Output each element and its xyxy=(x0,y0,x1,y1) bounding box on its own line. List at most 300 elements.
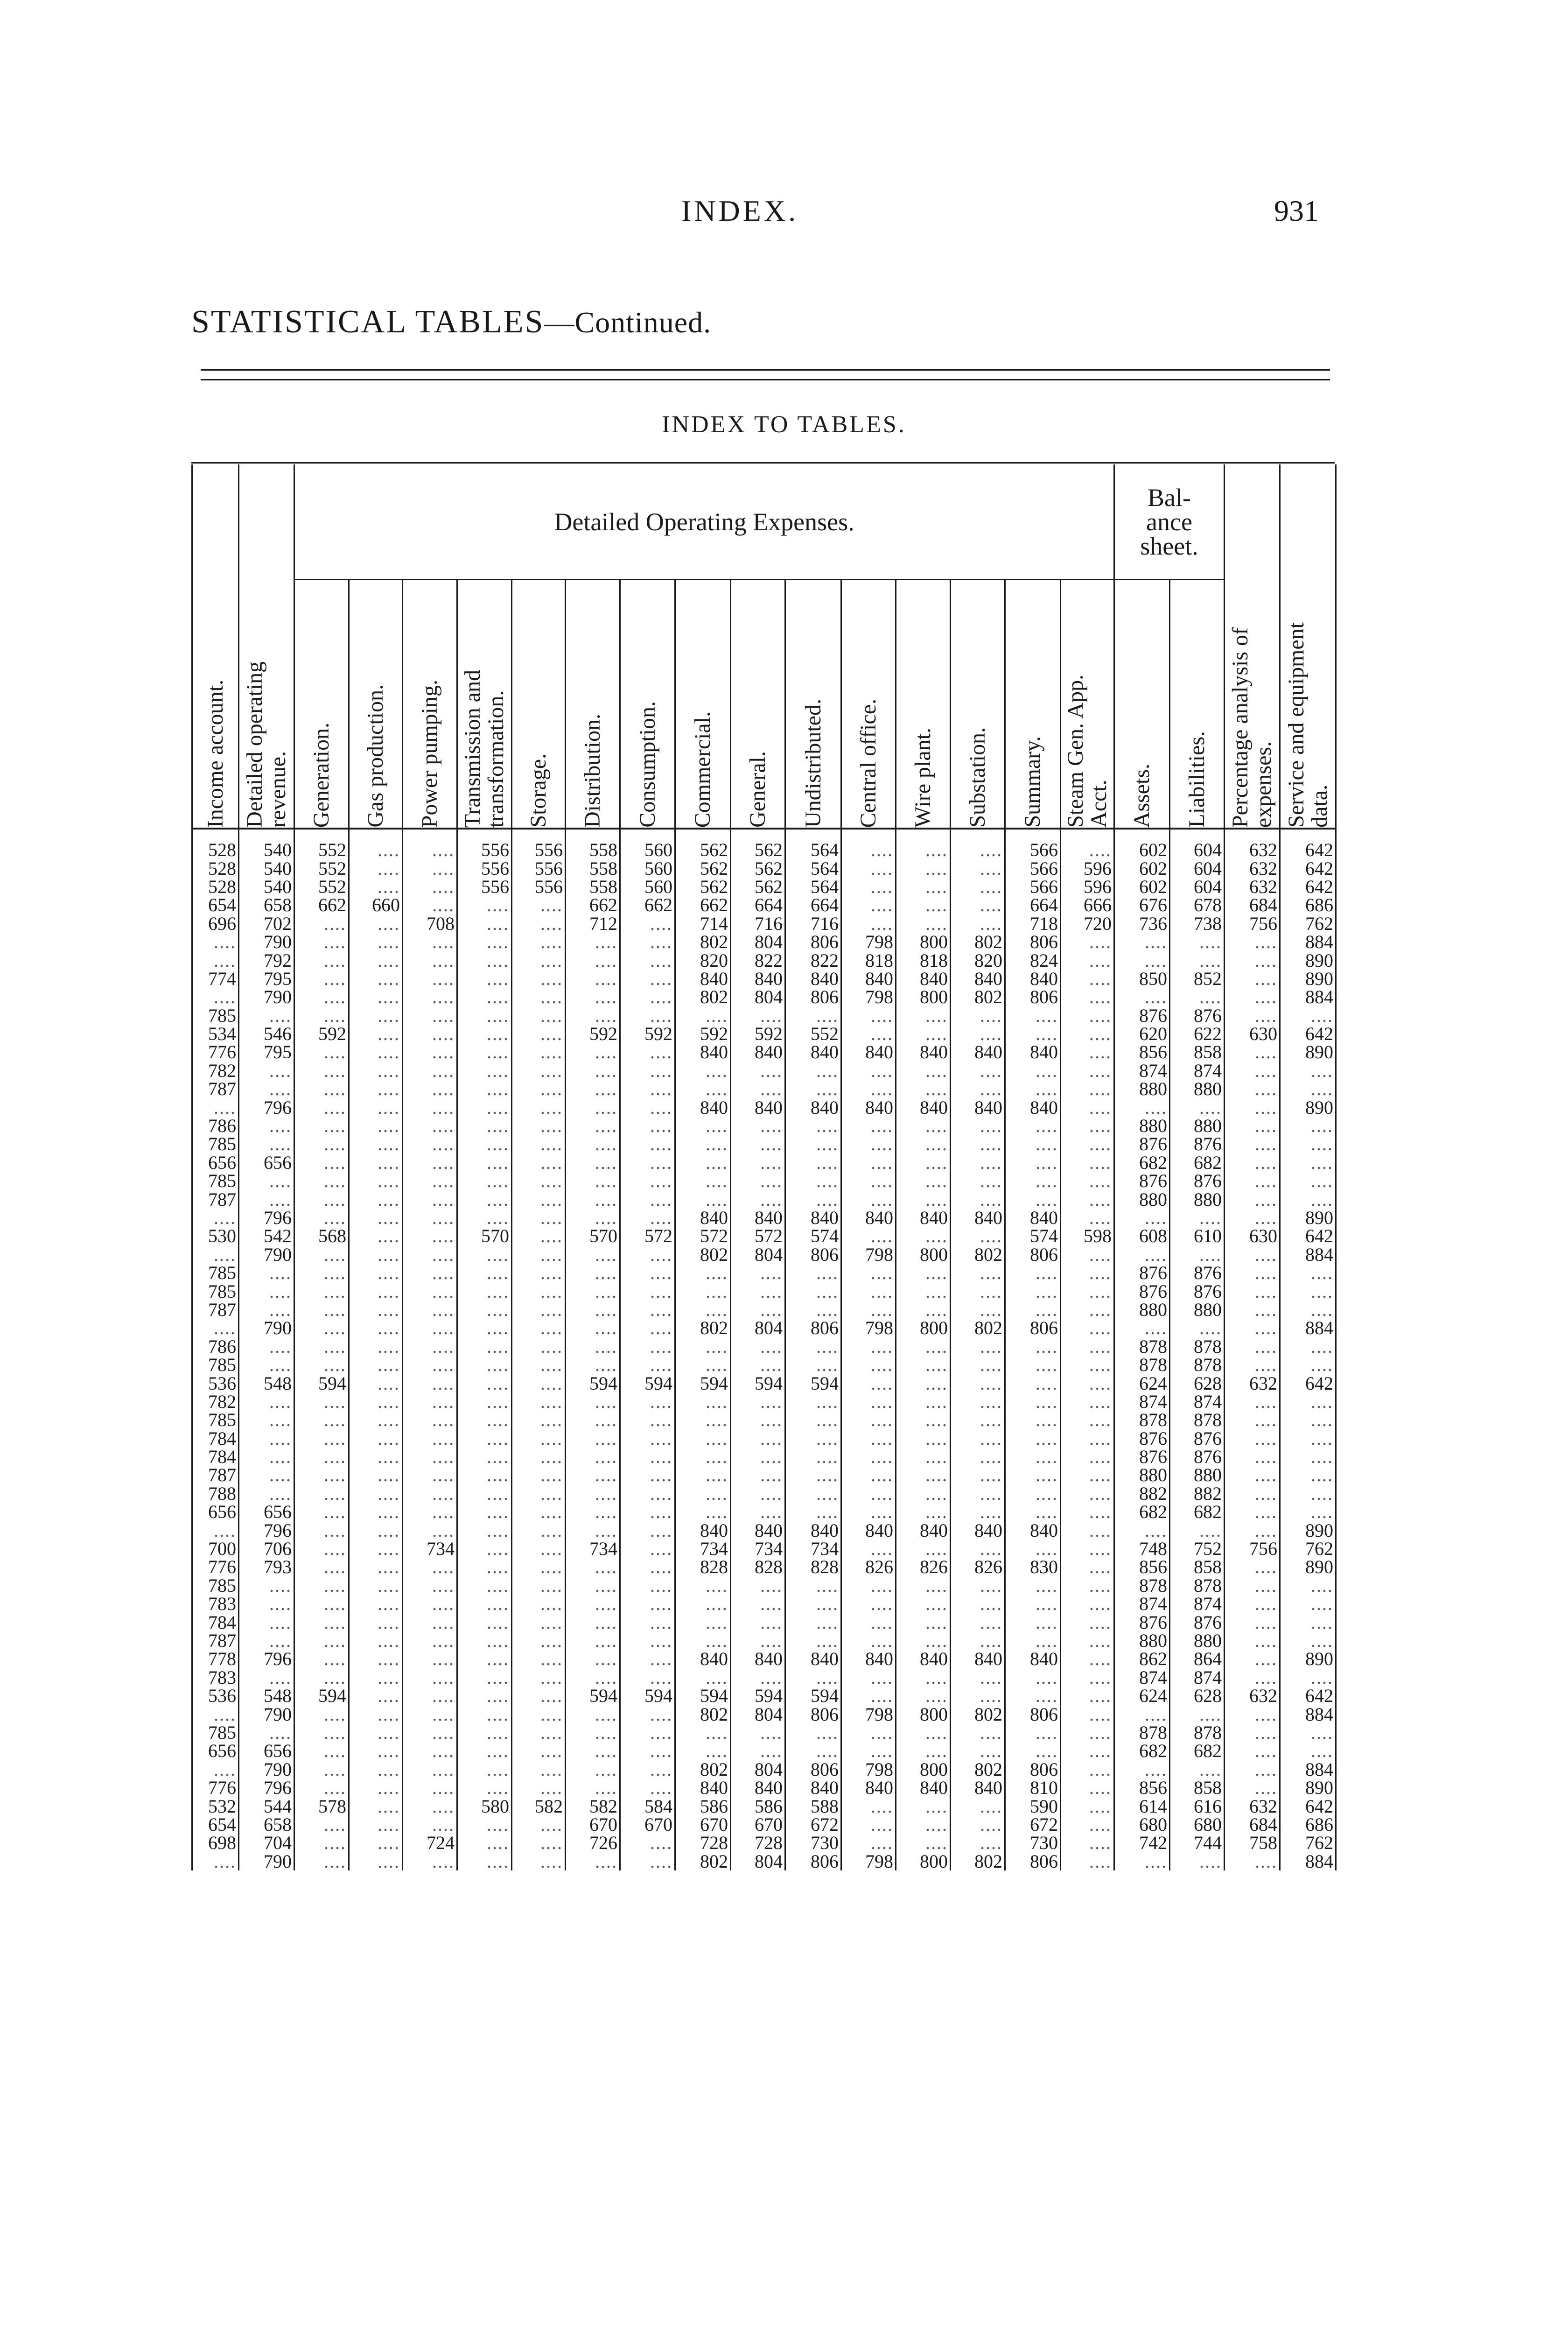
empty-cell: .... xyxy=(457,914,512,933)
empty-cell: .... xyxy=(294,1852,349,1870)
table-cell: 890 xyxy=(1280,1098,1336,1116)
empty-cell: .... xyxy=(1114,1245,1170,1264)
table-cell: 736 xyxy=(1114,914,1170,933)
empty-cell: .... xyxy=(349,878,403,896)
table-cell: 828 xyxy=(675,1558,731,1576)
table-cell: 806 xyxy=(785,1705,841,1723)
empty-cell: .... xyxy=(566,1411,620,1429)
empty-cell: .... xyxy=(731,1264,785,1282)
table-cell: 696 xyxy=(192,914,239,933)
empty-cell: .... xyxy=(1280,1172,1336,1190)
empty-cell: .... xyxy=(1280,1135,1336,1153)
empty-cell: .... xyxy=(1061,1834,1114,1852)
table-cell: 654 xyxy=(192,1815,239,1834)
empty-cell: .... xyxy=(951,1503,1005,1521)
empty-cell: .... xyxy=(1005,1337,1061,1356)
empty-cell: .... xyxy=(620,1135,675,1153)
empty-cell: .... xyxy=(349,1117,403,1135)
table-cell: 562 xyxy=(731,878,785,896)
table-cell: 798 xyxy=(841,933,896,951)
table-cell: 632 xyxy=(1225,878,1280,896)
empty-cell: .... xyxy=(349,1429,403,1448)
section-title-text: STATISTICAL TABLES xyxy=(191,304,545,340)
empty-cell: .... xyxy=(512,1466,566,1484)
empty-cell: .... xyxy=(1280,1153,1336,1172)
table-cell: 684 xyxy=(1225,1815,1280,1834)
table-cell: 552 xyxy=(294,829,349,859)
table-cell: 608 xyxy=(1114,1227,1170,1245)
empty-cell: .... xyxy=(1225,1558,1280,1576)
table-cell: 790 xyxy=(239,1760,294,1779)
table-row xyxy=(192,1466,1336,1484)
empty-cell: .... xyxy=(403,1595,457,1613)
empty-cell: .... xyxy=(620,1337,675,1356)
empty-cell: .... xyxy=(896,1282,951,1300)
empty-cell: .... xyxy=(566,1429,620,1448)
empty-cell: .... xyxy=(566,1852,620,1870)
table-row xyxy=(192,1319,1336,1337)
empty-cell: .... xyxy=(675,1301,731,1319)
table-cell: 658 xyxy=(239,1815,294,1834)
empty-cell: .... xyxy=(403,933,457,951)
empty-cell: .... xyxy=(1061,1117,1114,1135)
empty-cell: .... xyxy=(566,1466,620,1484)
empty-cell: .... xyxy=(457,1098,512,1116)
table-cell: 556 xyxy=(457,859,512,877)
empty-cell: .... xyxy=(1061,1411,1114,1429)
empty-cell: .... xyxy=(512,1080,566,1098)
empty-cell: .... xyxy=(841,1227,896,1245)
table-cell: 806 xyxy=(1005,1245,1061,1264)
empty-cell: .... xyxy=(403,896,457,914)
empty-cell: .... xyxy=(951,1190,1005,1208)
table-cell: 560 xyxy=(620,859,675,877)
table-cell: 776 xyxy=(192,1043,239,1061)
empty-cell: .... xyxy=(1061,1392,1114,1411)
empty-cell: .... xyxy=(294,1245,349,1264)
double-rule-bottom xyxy=(201,379,1330,380)
empty-cell: .... xyxy=(620,1576,675,1595)
empty-cell: .... xyxy=(349,1613,403,1631)
table-cell: 890 xyxy=(1280,951,1336,969)
empty-cell: .... xyxy=(620,1043,675,1061)
empty-cell: .... xyxy=(349,1411,403,1429)
empty-cell: .... xyxy=(896,1356,951,1374)
table-cell: 572 xyxy=(731,1227,785,1245)
table-cell: 664 xyxy=(785,896,841,914)
empty-cell: .... xyxy=(841,1540,896,1558)
empty-cell: .... xyxy=(1225,988,1280,1006)
table-cell: 738 xyxy=(1170,914,1225,933)
empty-cell: .... xyxy=(731,1466,785,1484)
empty-cell: .... xyxy=(403,1080,457,1098)
empty-cell: .... xyxy=(841,1484,896,1503)
empty-cell: .... xyxy=(349,1484,403,1503)
empty-cell: .... xyxy=(294,1337,349,1356)
empty-cell: .... xyxy=(1225,1466,1280,1484)
column-header-label: Distribution. xyxy=(580,713,605,828)
table-cell: 874 xyxy=(1114,1595,1170,1613)
empty-cell: .... xyxy=(620,1282,675,1300)
table-cell: 858 xyxy=(1170,1043,1225,1061)
table-cell: 802 xyxy=(675,1319,731,1337)
table-cell: 542 xyxy=(239,1227,294,1245)
empty-cell: .... xyxy=(785,1172,841,1190)
empty-cell: .... xyxy=(349,1466,403,1484)
table-cell: 785 xyxy=(192,1172,239,1190)
empty-cell: .... xyxy=(1061,1209,1114,1227)
empty-cell: .... xyxy=(675,1448,731,1466)
empty-cell: .... xyxy=(192,1852,239,1870)
column-header-10 xyxy=(731,580,785,829)
table-cell: 594 xyxy=(731,1687,785,1705)
empty-cell: .... xyxy=(896,878,951,896)
column-header-2 xyxy=(294,580,349,829)
column-header-label: Steam Gen. App. Acct. xyxy=(1063,675,1111,828)
empty-cell: .... xyxy=(841,1356,896,1374)
empty-cell: .... xyxy=(349,1006,403,1025)
table-cell: 840 xyxy=(841,1209,896,1227)
empty-cell: .... xyxy=(1061,1135,1114,1153)
table-cell: 880 xyxy=(1170,1117,1225,1135)
table-cell: 884 xyxy=(1280,988,1336,1006)
empty-cell: .... xyxy=(951,1172,1005,1190)
table-cell: 642 xyxy=(1280,1374,1336,1392)
empty-cell: .... xyxy=(1061,1742,1114,1760)
table-cell: 804 xyxy=(731,1319,785,1337)
empty-cell: .... xyxy=(349,1852,403,1870)
table-cell: 744 xyxy=(1170,1834,1225,1852)
empty-cell: .... xyxy=(566,1503,620,1521)
empty-cell: .... xyxy=(457,1153,512,1172)
empty-cell: .... xyxy=(951,1301,1005,1319)
empty-cell: .... xyxy=(1061,1595,1114,1613)
empty-cell: .... xyxy=(1225,1613,1280,1631)
empty-cell: .... xyxy=(457,1264,512,1282)
table-cell: 662 xyxy=(566,896,620,914)
empty-cell: .... xyxy=(349,1668,403,1687)
empty-cell: .... xyxy=(1005,1613,1061,1631)
table-cell: 616 xyxy=(1170,1797,1225,1815)
table-cell: 790 xyxy=(239,1245,294,1264)
empty-cell: .... xyxy=(675,1264,731,1282)
empty-cell: .... xyxy=(566,933,620,951)
empty-cell: .... xyxy=(457,1448,512,1466)
table-cell: 682 xyxy=(1170,1503,1225,1521)
table-cell: 818 xyxy=(841,951,896,969)
empty-cell: .... xyxy=(294,970,349,988)
empty-cell: .... xyxy=(785,1742,841,1760)
empty-cell: .... xyxy=(403,1779,457,1797)
empty-cell: .... xyxy=(457,1117,512,1135)
table-row xyxy=(192,1852,1336,1870)
group-header-detailed-operating-expenses: Detailed Operating Expenses. xyxy=(294,464,1114,580)
empty-cell: .... xyxy=(457,1080,512,1098)
table-cell: 796 xyxy=(239,1650,294,1668)
table-cell: 556 xyxy=(512,829,566,859)
table-cell: 876 xyxy=(1114,1006,1170,1025)
table-row xyxy=(192,1209,1336,1227)
empty-cell: .... xyxy=(896,1613,951,1631)
table-cell: 670 xyxy=(620,1815,675,1834)
empty-cell: .... xyxy=(675,1742,731,1760)
empty-cell: .... xyxy=(294,988,349,1006)
table-cell: 840 xyxy=(785,1650,841,1668)
empty-cell: .... xyxy=(512,1153,566,1172)
table-cell: 804 xyxy=(731,1760,785,1779)
empty-cell: .... xyxy=(294,1098,349,1116)
table-cell: 562 xyxy=(731,829,785,859)
empty-cell: .... xyxy=(403,1466,457,1484)
table-cell: 570 xyxy=(566,1227,620,1245)
empty-cell: .... xyxy=(620,1264,675,1282)
table-row xyxy=(192,1337,1336,1356)
empty-cell: .... xyxy=(731,1484,785,1503)
table-cell: 862 xyxy=(1114,1650,1170,1668)
empty-cell: .... xyxy=(1061,1448,1114,1466)
empty-cell: .... xyxy=(951,1080,1005,1098)
empty-cell: .... xyxy=(349,1705,403,1723)
empty-cell: .... xyxy=(403,1448,457,1466)
empty-cell: .... xyxy=(896,829,951,859)
table-cell: 528 xyxy=(192,859,239,877)
column-header-label: Percentage analysis of expenses. xyxy=(1228,627,1276,828)
empty-cell: .... xyxy=(512,1301,566,1319)
table-cell: 840 xyxy=(1005,1098,1061,1116)
empty-cell: .... xyxy=(841,1687,896,1705)
empty-cell: .... xyxy=(1225,1411,1280,1429)
table-cell: 884 xyxy=(1280,1852,1336,1870)
empty-cell: .... xyxy=(1005,1411,1061,1429)
table-cell: 878 xyxy=(1170,1723,1225,1742)
table-row xyxy=(192,1429,1336,1448)
empty-cell: .... xyxy=(512,1521,566,1539)
empty-cell: .... xyxy=(239,1448,294,1466)
empty-cell: .... xyxy=(785,1282,841,1300)
empty-cell: .... xyxy=(349,1264,403,1282)
empty-cell: .... xyxy=(349,829,403,859)
empty-cell: .... xyxy=(457,1429,512,1448)
empty-cell: .... xyxy=(1061,1429,1114,1448)
empty-cell: .... xyxy=(1061,1760,1114,1779)
table-cell: 874 xyxy=(1170,1062,1225,1080)
table-cell: 734 xyxy=(566,1540,620,1558)
table-cell: 632 xyxy=(1225,859,1280,877)
table-cell: 876 xyxy=(1114,1448,1170,1466)
table-row xyxy=(192,1668,1336,1687)
table-cell: 785 xyxy=(192,1576,239,1595)
empty-cell: .... xyxy=(349,1540,403,1558)
table-cell: 876 xyxy=(1170,1135,1225,1153)
empty-cell: .... xyxy=(1005,1080,1061,1098)
table-cell: 840 xyxy=(731,970,785,988)
table-cell: 840 xyxy=(841,1779,896,1797)
table-cell: 572 xyxy=(675,1227,731,1245)
table-cell: 552 xyxy=(294,859,349,877)
table-cell: 876 xyxy=(1170,1006,1225,1025)
table-cell: 528 xyxy=(192,829,239,859)
table-cell: 786 xyxy=(192,1117,239,1135)
empty-cell: .... xyxy=(1280,1631,1336,1650)
empty-cell: .... xyxy=(620,1760,675,1779)
empty-cell: .... xyxy=(294,1172,349,1190)
empty-cell: .... xyxy=(1005,1687,1061,1705)
table-cell: 840 xyxy=(1005,1209,1061,1227)
empty-cell: .... xyxy=(951,914,1005,933)
table-cell: 806 xyxy=(785,988,841,1006)
table-cell: 594 xyxy=(731,1374,785,1392)
table-cell: 890 xyxy=(1280,970,1336,988)
empty-cell: .... xyxy=(951,1668,1005,1687)
empty-cell: .... xyxy=(294,1264,349,1282)
empty-cell: .... xyxy=(841,1337,896,1356)
empty-cell: .... xyxy=(620,1098,675,1116)
empty-cell: .... xyxy=(896,859,951,877)
empty-cell: .... xyxy=(951,1062,1005,1080)
empty-cell: .... xyxy=(785,1631,841,1650)
empty-cell: .... xyxy=(349,1043,403,1061)
table-cell: 890 xyxy=(1280,1521,1336,1539)
empty-cell: .... xyxy=(349,1576,403,1595)
table-cell: 632 xyxy=(1225,1797,1280,1815)
section-continued: —Continued. xyxy=(544,306,712,339)
table-cell: 582 xyxy=(512,1797,566,1815)
table-cell: 654 xyxy=(192,896,239,914)
empty-cell: .... xyxy=(1170,1521,1225,1539)
table-cell: 876 xyxy=(1170,1282,1225,1300)
table-cell: 594 xyxy=(785,1374,841,1392)
table-cell: 850 xyxy=(1114,970,1170,988)
empty-cell: .... xyxy=(403,1797,457,1815)
table-cell: 874 xyxy=(1114,1668,1170,1687)
table-cell: 628 xyxy=(1170,1687,1225,1705)
table-cell: 632 xyxy=(1225,829,1280,859)
empty-cell: .... xyxy=(349,1760,403,1779)
table-row xyxy=(192,1301,1336,1319)
empty-cell: .... xyxy=(457,1815,512,1834)
empty-cell: .... xyxy=(457,1337,512,1356)
table-cell: 878 xyxy=(1170,1576,1225,1595)
empty-cell: .... xyxy=(294,1282,349,1300)
table-cell: 642 xyxy=(1280,1025,1336,1043)
column-header-label: Liabilities. xyxy=(1184,731,1209,828)
column-header-8 xyxy=(620,580,675,829)
table-cell: 878 xyxy=(1170,1411,1225,1429)
empty-cell: .... xyxy=(951,1631,1005,1650)
table-cell: 858 xyxy=(1170,1779,1225,1797)
table-cell: 785 xyxy=(192,1356,239,1374)
table-cell: 734 xyxy=(675,1540,731,1558)
table-cell: 795 xyxy=(239,1043,294,1061)
empty-cell: .... xyxy=(294,1631,349,1650)
empty-cell: .... xyxy=(896,1834,951,1852)
empty-cell: .... xyxy=(1170,988,1225,1006)
table-cell: 686 xyxy=(1280,1815,1336,1834)
table-cell: 878 xyxy=(1114,1356,1170,1374)
empty-cell: .... xyxy=(512,1062,566,1080)
empty-cell: .... xyxy=(1170,951,1225,969)
empty-cell: .... xyxy=(512,1852,566,1870)
empty-cell: .... xyxy=(620,1006,675,1025)
empty-cell: .... xyxy=(841,859,896,877)
empty-cell: .... xyxy=(349,1374,403,1392)
empty-cell: .... xyxy=(1005,1448,1061,1466)
empty-cell: .... xyxy=(951,1687,1005,1705)
table-cell: 890 xyxy=(1280,1779,1336,1797)
table-cell: 566 xyxy=(1005,859,1061,877)
empty-cell: .... xyxy=(675,1172,731,1190)
table-cell: 656 xyxy=(239,1503,294,1521)
empty-cell: .... xyxy=(294,1135,349,1153)
empty-cell: .... xyxy=(294,1448,349,1466)
empty-cell: .... xyxy=(896,1540,951,1558)
table-cell: 776 xyxy=(192,1779,239,1797)
empty-cell: .... xyxy=(1225,1631,1280,1650)
empty-cell: .... xyxy=(1114,933,1170,951)
empty-cell: .... xyxy=(951,878,1005,896)
table-cell: 880 xyxy=(1170,1080,1225,1098)
empty-cell: .... xyxy=(841,1742,896,1760)
table-cell: 880 xyxy=(1170,1466,1225,1484)
empty-cell: .... xyxy=(403,1006,457,1025)
table-cell: 592 xyxy=(675,1025,731,1043)
column-header-14 xyxy=(951,580,1005,829)
table-cell: 682 xyxy=(1170,1153,1225,1172)
empty-cell: .... xyxy=(239,1080,294,1098)
table-cell: 800 xyxy=(896,1705,951,1723)
empty-cell: .... xyxy=(1061,1245,1114,1264)
table-cell: 878 xyxy=(1170,1356,1225,1374)
table-cell: 762 xyxy=(1280,914,1336,933)
empty-cell: .... xyxy=(1061,1264,1114,1282)
empty-cell: .... xyxy=(675,1392,731,1411)
empty-cell: .... xyxy=(1061,829,1114,859)
empty-cell: .... xyxy=(675,1006,731,1025)
table-cell: 790 xyxy=(239,988,294,1006)
empty-cell: .... xyxy=(457,1779,512,1797)
empty-cell: .... xyxy=(403,859,457,877)
empty-cell: .... xyxy=(951,1282,1005,1300)
empty-cell: .... xyxy=(1225,1429,1280,1448)
empty-cell: .... xyxy=(239,1723,294,1742)
empty-cell: .... xyxy=(1005,1025,1061,1043)
table-cell: 880 xyxy=(1170,1301,1225,1319)
table-cell: 806 xyxy=(1005,988,1061,1006)
empty-cell: .... xyxy=(1225,1742,1280,1760)
empty-cell: .... xyxy=(512,1135,566,1153)
table-cell: 840 xyxy=(896,1521,951,1539)
empty-cell: .... xyxy=(457,1392,512,1411)
empty-cell: .... xyxy=(1280,1006,1336,1025)
empty-cell: .... xyxy=(951,1411,1005,1429)
table-cell: 656 xyxy=(192,1153,239,1172)
table-cell: 630 xyxy=(1225,1227,1280,1245)
empty-cell: .... xyxy=(620,1062,675,1080)
empty-cell: .... xyxy=(457,1834,512,1852)
table-cell: 540 xyxy=(239,859,294,877)
empty-cell: .... xyxy=(841,1668,896,1687)
table-cell: 712 xyxy=(566,914,620,933)
table-cell: 880 xyxy=(1114,1301,1170,1319)
table-cell: 785 xyxy=(192,1135,239,1153)
table-cell: 596 xyxy=(1061,878,1114,896)
empty-cell: .... xyxy=(1114,1852,1170,1870)
table-cell: 840 xyxy=(785,1209,841,1227)
empty-cell: .... xyxy=(403,1025,457,1043)
empty-cell: .... xyxy=(403,1429,457,1448)
empty-cell: .... xyxy=(1061,1006,1114,1025)
table-cell: 642 xyxy=(1280,1797,1336,1815)
